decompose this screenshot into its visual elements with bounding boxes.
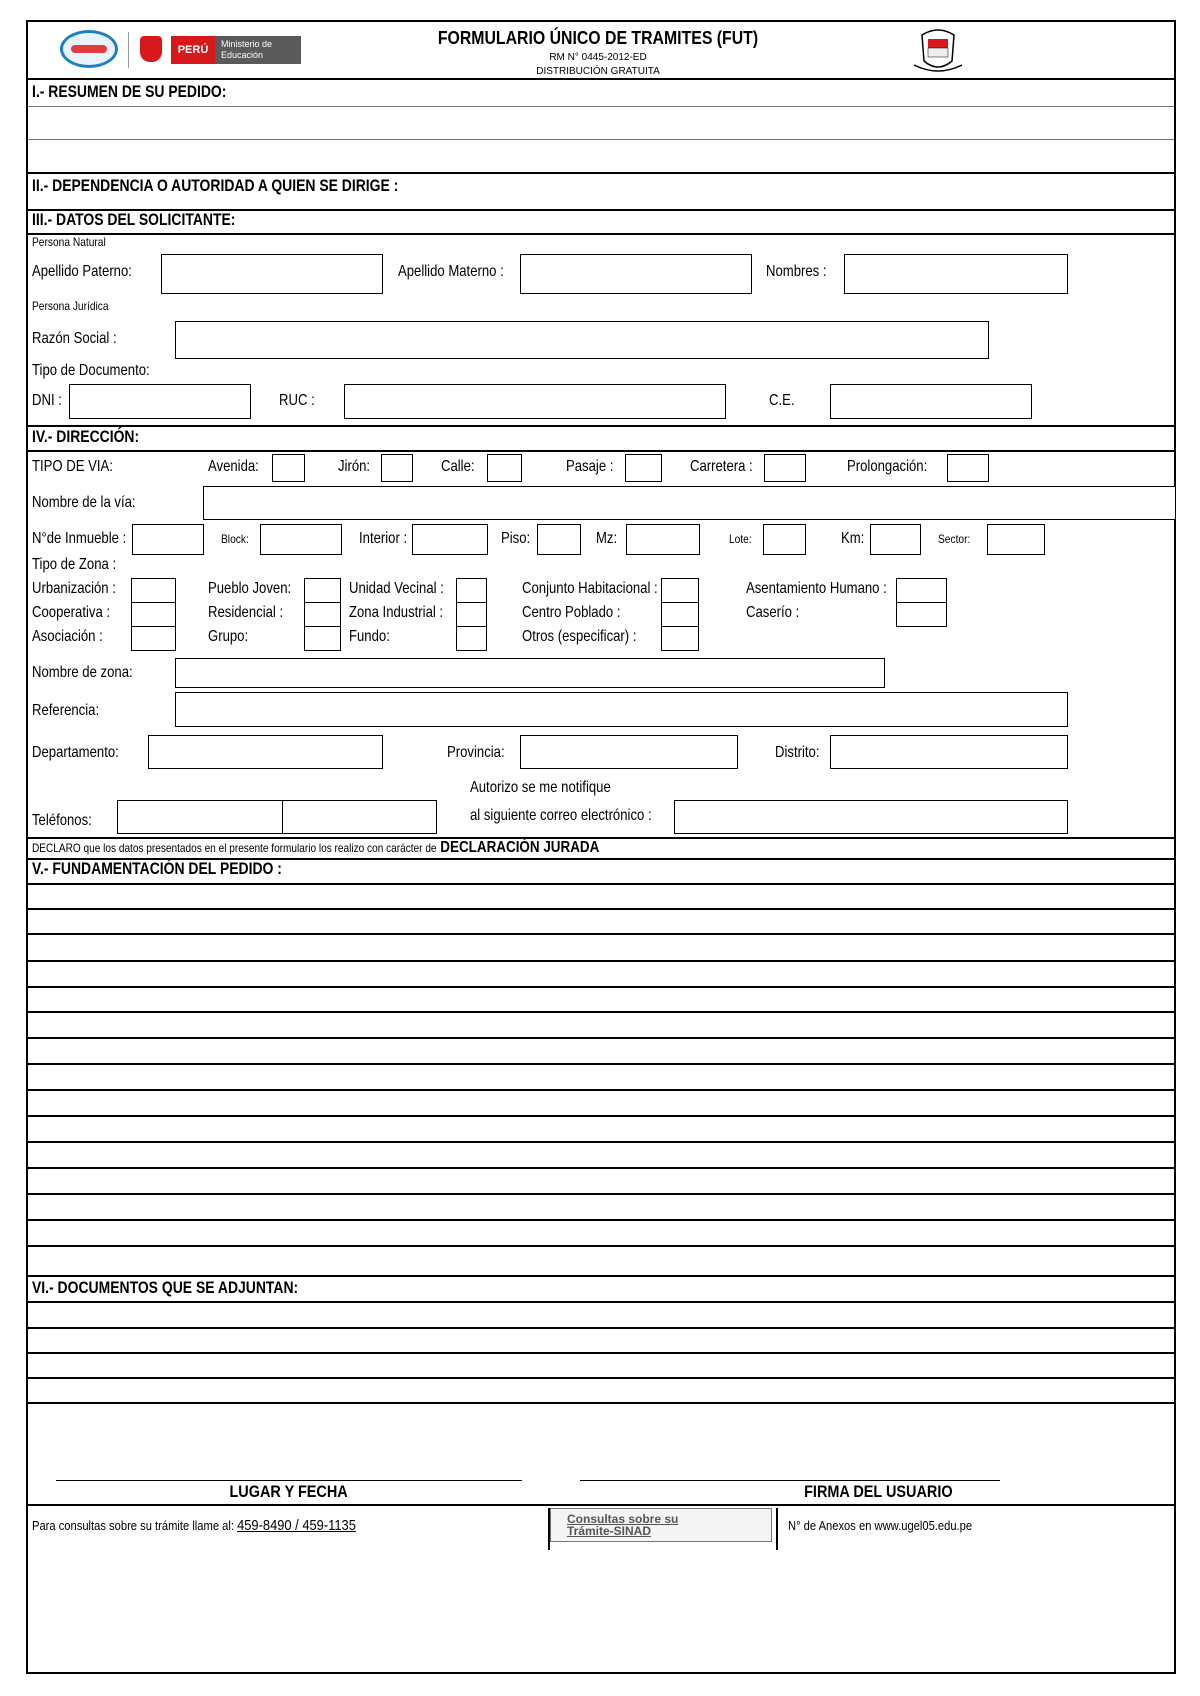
cooperativa-label: Cooperativa :	[32, 604, 111, 621]
distribucion-gratuita	[328, 66, 868, 77]
firma-usuario-text: FIRMA DEL USUARIO	[803, 1482, 953, 1501]
cooperativa-checkbox[interactable]	[131, 602, 176, 627]
lugar-fecha-line	[56, 1480, 522, 1481]
referencia-input[interactable]	[175, 692, 1068, 727]
avenida-label: Avenida:	[208, 458, 259, 475]
tipo-documento-label: Tipo de Documento:	[32, 362, 150, 379]
zona-industrial-label: Zona Industrial :	[349, 604, 444, 621]
declaracion-jurada: DECLARACIÓN JURADA	[440, 839, 600, 856]
interior-input[interactable]	[412, 524, 488, 555]
peru-shield-icon	[140, 36, 162, 62]
provincia-label: Provincia:	[447, 744, 505, 761]
grupo-checkbox[interactable]	[304, 626, 341, 651]
interior-label: Interior :	[359, 530, 408, 547]
calle-label: Calle:	[441, 458, 475, 475]
centro-poblado-checkbox[interactable]	[661, 602, 699, 627]
otros-checkbox[interactable]	[661, 626, 699, 651]
distrito-input[interactable]	[830, 735, 1068, 769]
anexos-text: N° de Anexos en www.ugel05.edu.pe	[788, 1518, 973, 1533]
ce-input[interactable]	[830, 384, 1032, 419]
fut-form	[26, 20, 1176, 1674]
firma-usuario-label	[668, 1482, 1088, 1502]
caserio-label: Caserío :	[746, 604, 800, 621]
piso-label: Piso:	[501, 530, 531, 547]
asentamiento-checkbox[interactable]	[896, 578, 947, 603]
apellido-materno-input[interactable]	[520, 254, 752, 294]
referencia-label: Referencia:	[32, 702, 100, 719]
telefono-1-input[interactable]	[117, 800, 283, 834]
mz-input[interactable]	[626, 524, 700, 555]
consultas-telefonos: 459-8490 / 459-1135	[237, 1517, 356, 1534]
prolongacion-checkbox[interactable]	[947, 454, 989, 482]
pueblo-joven-checkbox[interactable]	[304, 578, 341, 603]
section-direccion: IV.- DIRECCIÓN:	[32, 427, 140, 446]
section-datos-solicitante: III.- DATOS DEL SOLICITANTE:	[32, 210, 236, 229]
asociacion-checkbox[interactable]	[131, 626, 176, 651]
logo-educacion-icon	[60, 30, 118, 68]
jiron-checkbox[interactable]	[381, 454, 413, 482]
block-label: Block:	[221, 532, 249, 546]
section-fundamentacion: V.- FUNDAMENTACIÓN DEL PEDIDO :	[32, 859, 282, 878]
lugar-fecha-label	[56, 1482, 522, 1502]
form-title-text: FORMULARIO ÚNICO DE TRAMITES (FUT)	[437, 28, 759, 48]
caserio-checkbox[interactable]	[896, 602, 947, 627]
pasaje-checkbox[interactable]	[625, 454, 662, 482]
separator-line	[128, 32, 129, 68]
tipo-zona-label: Tipo de Zona :	[32, 556, 117, 573]
fundamentacion-input[interactable]	[28, 883, 1174, 1275]
persona-juridica-label: Persona Jurídica	[32, 299, 109, 313]
asociacion-label: Asociación :	[32, 628, 103, 645]
logo-peru	[171, 36, 215, 64]
dni-label: DNI :	[32, 392, 62, 409]
section-resumen: I.- RESUMEN DE SU PEDIDO:	[32, 82, 227, 101]
jiron-label: Jirón:	[338, 458, 371, 475]
consultas-label: Para consultas sobre su trámite llame al:	[32, 1518, 234, 1533]
coat-of-arms-icon	[908, 25, 968, 75]
centro-poblado-label: Centro Poblado :	[522, 604, 621, 621]
distrito-label: Distrito:	[775, 744, 820, 761]
ce-label: C.E.	[769, 392, 795, 409]
autorizo-label: Autorizo se me notifique	[470, 779, 611, 796]
lugar-fecha-text: LUGAR Y FECHA	[229, 1482, 349, 1501]
apellido-materno-label: Apellido Materno :	[398, 263, 504, 280]
carretera-label: Carretera :	[690, 458, 753, 475]
mz-label: Mz:	[596, 530, 618, 547]
inmueble-input[interactable]	[132, 524, 204, 555]
logo-ministerio-text: Ministerio de Educación	[221, 39, 273, 60]
form-title	[328, 28, 868, 49]
departamento-label: Departamento:	[32, 744, 119, 761]
unidad-vecinal-label: Unidad Vecinal :	[349, 580, 444, 597]
calle-checkbox[interactable]	[487, 454, 522, 482]
apellido-paterno-label: Apellido Paterno:	[32, 263, 132, 280]
otros-label: Otros (especificar) :	[522, 628, 637, 645]
conjunto-checkbox[interactable]	[661, 578, 699, 603]
zona-industrial-checkbox[interactable]	[456, 602, 487, 627]
razon-social-input[interactable]	[175, 321, 989, 359]
nombre-via-label: Nombre de la vía:	[32, 494, 136, 511]
tipo-via-label: TIPO DE VIA:	[32, 458, 113, 475]
nombre-zona-label: Nombre de zona:	[32, 664, 133, 681]
section-documentos: VI.- DOCUMENTOS QUE SE ADJUNTAN:	[32, 1278, 299, 1297]
sector-label: Sector:	[938, 532, 971, 546]
lote-label: Lote:	[729, 532, 752, 546]
correo-input[interactable]	[674, 800, 1068, 834]
logo-ministerio	[215, 36, 301, 64]
pueblo-joven-label: Pueblo Joven:	[208, 580, 292, 597]
rm-number-text: RM N° 0445-2012-ED	[549, 52, 647, 63]
provincia-input[interactable]	[520, 735, 738, 769]
declaro-text-body: DECLARO que los datos presentados en el presente formulario los realizo con carácter de	[32, 841, 437, 855]
nombres-input[interactable]	[844, 254, 1068, 294]
prolongacion-label: Prolongación:	[847, 458, 928, 475]
residencial-label: Residencial :	[208, 604, 284, 621]
urbanizacion-label: Urbanización :	[32, 580, 116, 597]
razon-social-label: Razón Social :	[32, 330, 117, 347]
ruc-label: RUC :	[279, 392, 315, 409]
nombre-zona-input[interactable]	[175, 658, 885, 688]
nombres-label: Nombres :	[766, 263, 827, 280]
dependencia-input[interactable]	[428, 174, 1174, 208]
consultas-text	[32, 1517, 356, 1534]
fundo-label: Fundo:	[349, 628, 390, 645]
declaro-text	[32, 839, 599, 857]
rm-number	[328, 52, 868, 63]
correo-label: al siguiente correo electrónico :	[470, 807, 652, 824]
documentos-input[interactable]	[28, 1301, 1174, 1401]
fundo-checkbox[interactable]	[456, 626, 487, 651]
persona-natural-label: Persona Natural	[32, 235, 106, 249]
sinad-line-2: Trámite-SINAD	[567, 1524, 652, 1538]
unidad-vecinal-checkbox[interactable]	[456, 578, 487, 603]
block-input[interactable]	[260, 524, 342, 555]
resumen-input[interactable]	[28, 106, 1174, 172]
pasaje-label: Pasaje :	[566, 458, 614, 475]
conjunto-label: Conjunto Habitacional :	[522, 580, 658, 597]
distribucion-text: DISTRIBUCIÓN GRATUITA	[536, 66, 660, 77]
telefonos-label: Teléfonos:	[32, 812, 92, 829]
lote-input[interactable]	[763, 524, 806, 555]
ruc-input[interactable]	[344, 384, 726, 419]
sinad-line-1: Consultas sobre su	[567, 1512, 679, 1526]
km-input[interactable]	[870, 524, 921, 555]
sinad-button[interactable]	[550, 1508, 772, 1542]
grupo-label: Grupo:	[208, 628, 249, 645]
urbanizacion-checkbox[interactable]	[131, 578, 176, 603]
piso-input[interactable]	[537, 524, 581, 555]
departamento-input[interactable]	[148, 735, 383, 769]
section-dependencia: II.- DEPENDENCIA O AUTORIDAD A QUIEN SE DIRIGE :	[32, 176, 399, 195]
telefono-2-input[interactable]	[282, 800, 437, 834]
residencial-checkbox[interactable]	[304, 602, 341, 627]
apellido-paterno-input[interactable]	[161, 254, 383, 294]
footer-divider-2	[776, 1508, 778, 1550]
km-label: Km:	[841, 530, 865, 547]
inmueble-label: N°de Inmueble :	[32, 530, 127, 547]
dni-input[interactable]	[69, 384, 251, 419]
nombre-via-input[interactable]	[203, 486, 1175, 520]
carretera-checkbox[interactable]	[764, 454, 806, 482]
sector-input[interactable]	[987, 524, 1045, 555]
avenida-checkbox[interactable]	[272, 454, 305, 482]
logo-peru-text: PERÚ	[177, 44, 209, 56]
firma-line	[580, 1480, 1000, 1481]
asentamiento-label: Asentamiento Humano :	[746, 580, 887, 597]
